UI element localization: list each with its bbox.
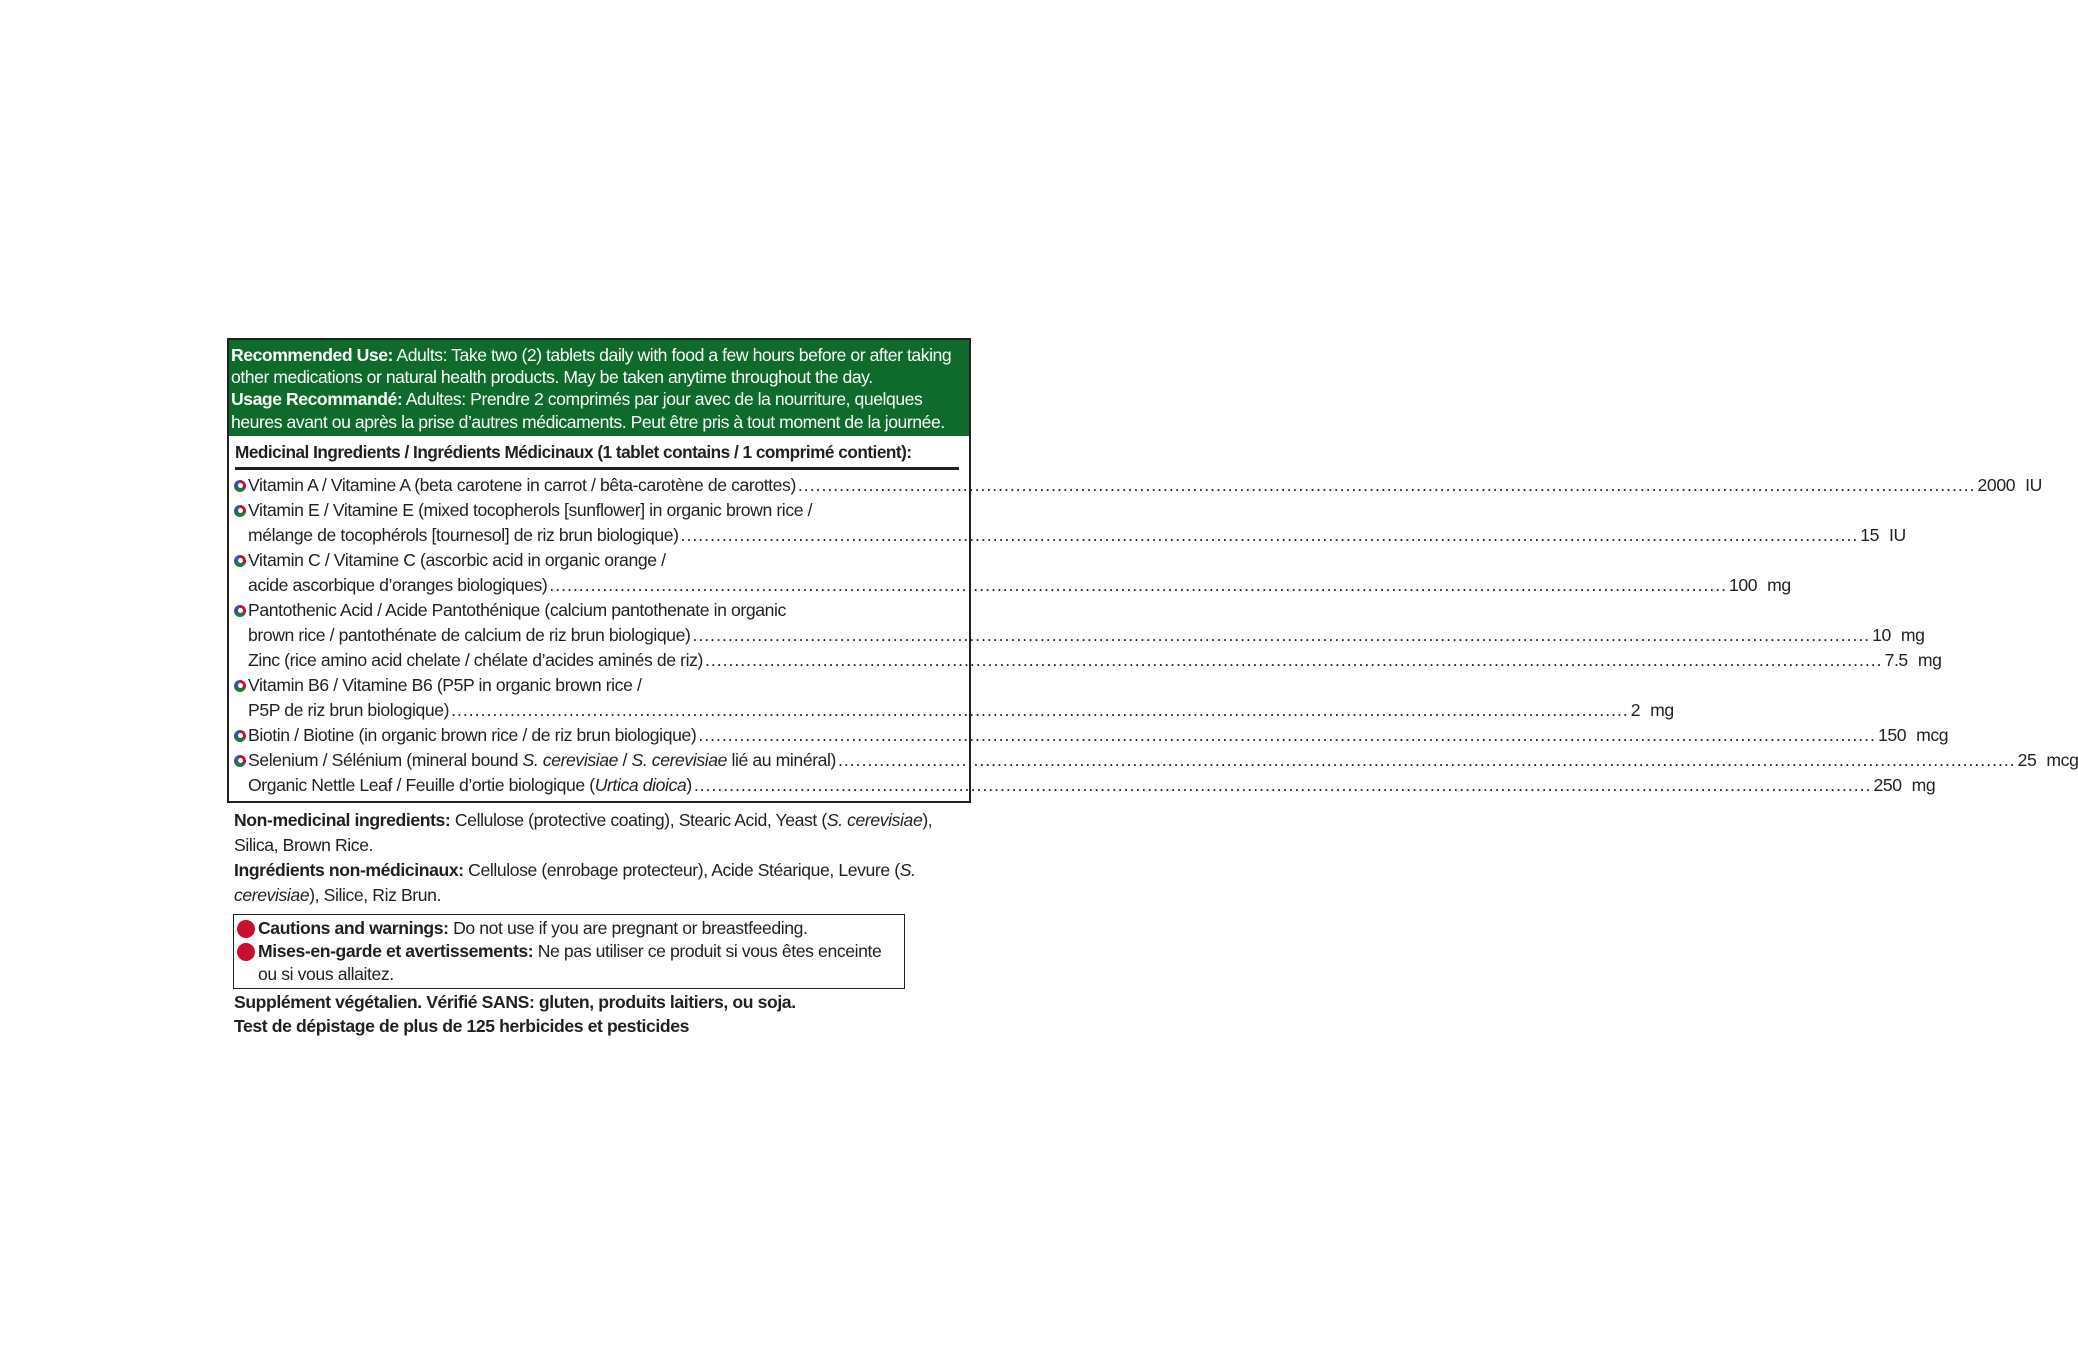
recommended-use-fr-text: Adultes: Prendre 2 comprimés par jour avec de la nourriture, quelques heures avant ou après la prise d’autres médicaments. Peut être pris à tout moment de la journée. <box>231 389 945 432</box>
ingredient-text: Vitamin B6 / Vitamine B6 (P5P in organic brown rice / <box>248 674 642 695</box>
ingredient-unit: IU <box>2025 474 2042 495</box>
ingredient-row <box>231 673 1674 723</box>
ingredient-unit: mg <box>1650 699 1674 720</box>
recommended-use-en-text: Adults: Take two (2) tablets daily with food a few hours before or after taking other medications or natural health products. May be taken anytime throughout the day. <box>231 345 952 388</box>
scientific-name: S. cerevisiae <box>234 859 916 905</box>
ingredient-unit: mg <box>1900 624 1925 645</box>
ingredient-text: Vitamin E / Vitamine E (mixed tocopherols [sunflower] in organic brown rice / <box>248 499 813 520</box>
ingredient-row <box>231 723 1949 748</box>
ingredient-amount: 15 <box>1860 524 1880 545</box>
organic-badge-icon <box>234 680 246 692</box>
ingredient-line <box>231 523 1906 548</box>
ingredient-line <box>231 673 969 698</box>
non-medicinal-fr-label: Ingrédients non-médicinaux: <box>234 859 464 880</box>
dot-leader: ........................................................................................................................................................................................................ <box>704 649 1883 670</box>
dot-leader: ........................................................................................................................................................................................................ <box>693 774 1872 795</box>
ingredient-row <box>231 598 1925 648</box>
ingredient-line <box>231 548 969 573</box>
ingredient-line <box>231 598 969 623</box>
non-medicinal-en <box>234 808 964 858</box>
medicinal-heading: Medicinal Ingredients / Ingrédients Médicinaux (1 tablet contains / 1 comprimé contient): <box>235 442 959 470</box>
recommended-use-fr <box>231 388 966 432</box>
ingredient-line <box>231 723 1949 748</box>
ingredients-panel <box>227 338 2078 803</box>
non-medicinal-fr-text: Cellulose (enrobage protecteur), Acide Stéarique, Levure (S. cerevisiae), Silice, Riz Brun. <box>234 859 916 905</box>
dot-leader: ........................................................................................................................................................................................................ <box>680 524 1859 545</box>
organic-badge-icon <box>234 480 246 492</box>
non-medicinal-section <box>234 808 964 908</box>
ingredient-row <box>231 748 2078 773</box>
ingredient-line <box>231 498 969 523</box>
ingredient-text: Organic Nettle Leaf / Feuille d’ortie biologique (Urtica dioica) <box>248 774 692 795</box>
supplement-label <box>227 338 2078 908</box>
organic-badge-icon <box>234 505 246 517</box>
warning-fr-label: Mises-en-garde et avertissements: <box>258 941 534 961</box>
footer-line-2: Test de dépistage de plus de 125 herbicides et pesticides <box>234 1015 690 1036</box>
warning-fr-text: Ne pas utiliser ce produit si vous êtes enceinte ou si vous allaitez. <box>258 941 882 984</box>
warning-en <box>236 917 904 940</box>
ingredient-line <box>231 573 1791 598</box>
scientific-name: Urtica dioica <box>594 774 687 795</box>
ingredient-text: brown rice / pantothénate de calcium de riz brun biologique) <box>248 624 691 645</box>
organic-badge-icon <box>234 755 246 767</box>
dot-leader: ........................................................................................................................................................................................................ <box>838 749 2016 770</box>
ingredient-row <box>231 648 1942 673</box>
ingredient-unit: mg <box>1911 774 1936 795</box>
ingredient-line <box>231 773 1936 798</box>
scientific-name: S. cerevisiae <box>522 749 619 770</box>
dot-leader: ........................................................................................................................................................................................................ <box>451 699 1629 720</box>
ingredient-text: mélange de tocophérols [tournesol] de riz brun biologique) <box>248 524 679 545</box>
ingredient-text: Biotin / Biotine (in organic brown rice / de riz brun biologique) <box>248 724 697 745</box>
scientific-name: S. cerevisiae <box>826 809 923 830</box>
non-medicinal-en-text: Cellulose (protective coating), Stearic Acid, Yeast (S. cerevisiae), Silica, Brown Rice. <box>234 809 933 855</box>
ingredient-unit: mg <box>1767 574 1791 595</box>
ingredient-unit: mg <box>1917 649 1942 670</box>
ingredient-text: Vitamin A / Vitamine A (beta carotene in carrot / bêta-carotène de carottes) <box>248 474 796 495</box>
ingredient-row <box>231 548 1791 598</box>
ingredient-amount: 10 <box>1872 624 1891 645</box>
footer-line-1: Supplément végétalien. Vérifié SANS: gluten, produits laitiers, ou soja. <box>234 992 796 1012</box>
ingredient-text: Selenium / Sélénium (mineral bound S. cerevisiae / S. cerevisiae lié au minéral) <box>248 749 837 770</box>
ingredient-unit: mcg <box>2046 749 2078 770</box>
ingredient-amount: 100 <box>1728 574 1758 595</box>
footer-notes <box>234 991 796 1038</box>
ingredient-text: Vitamin C / Vitamine C (ascorbic acid in organic orange / <box>248 549 666 570</box>
ingredient-row <box>231 473 2042 498</box>
stop-sign-icon <box>237 943 255 961</box>
non-medicinal-en-label: Non-medicinal ingredients: <box>234 809 451 830</box>
ingredient-line <box>231 748 2078 773</box>
dot-leader: ........................................................................................................................................................................................................ <box>549 574 1727 595</box>
non-medicinal-fr <box>234 858 964 908</box>
ingredient-text: Zinc (rice amino acid chelate / chélate d’acides aminés de riz) <box>248 649 703 670</box>
ingredient-line <box>231 623 1925 648</box>
warning-en-text: Do not use if you are pregnant or breastfeeding. <box>448 918 808 938</box>
medicinal-list <box>229 470 2078 801</box>
ingredient-amount: 2 <box>1630 699 1641 720</box>
ingredient-amount: 25 <box>2017 749 2037 770</box>
dot-leader: ........................................................................................................................................................................................................ <box>797 474 1976 495</box>
ingredient-amount: 7.5 <box>1884 649 1908 670</box>
ingredient-text: P5P de riz brun biologique) <box>248 699 450 720</box>
recommended-use-fr-label: Usage Recommandé: <box>231 389 403 410</box>
recommended-use-en <box>231 344 966 388</box>
ingredient-row <box>231 498 1906 548</box>
ingredient-row <box>231 773 1936 798</box>
dot-leader: ........................................................................................................................................................................................................ <box>698 724 1876 745</box>
organic-badge-icon <box>234 730 246 742</box>
warning-en-label: Cautions and warnings: <box>258 918 449 938</box>
ingredient-unit: mcg <box>1916 724 1949 745</box>
stop-sign-icon <box>237 920 255 938</box>
organic-badge-icon <box>234 555 246 567</box>
warnings-box <box>233 914 905 989</box>
warning-fr <box>236 940 904 986</box>
ingredient-text: Pantothenic Acid / Acide Pantothénique (calcium pantothenate in organic <box>248 599 786 620</box>
dot-leader: ........................................................................................................................................................................................................ <box>692 624 1871 645</box>
scientific-name: S. cerevisiae <box>631 749 728 770</box>
ingredient-unit: IU <box>1889 524 1906 545</box>
recommended-use-en-label: Recommended Use: <box>231 345 393 365</box>
ingredient-text: acide ascorbique d’oranges biologiques) <box>248 574 548 595</box>
ingredient-line <box>231 473 2042 498</box>
ingredient-amount: 2000 <box>1977 474 2016 495</box>
ingredient-amount: 250 <box>1873 774 1902 795</box>
organic-badge-icon <box>234 605 246 617</box>
ingredient-line <box>231 648 1942 673</box>
ingredient-line <box>231 698 1674 723</box>
recommended-use-box <box>229 340 969 436</box>
ingredient-amount: 150 <box>1877 724 1907 745</box>
